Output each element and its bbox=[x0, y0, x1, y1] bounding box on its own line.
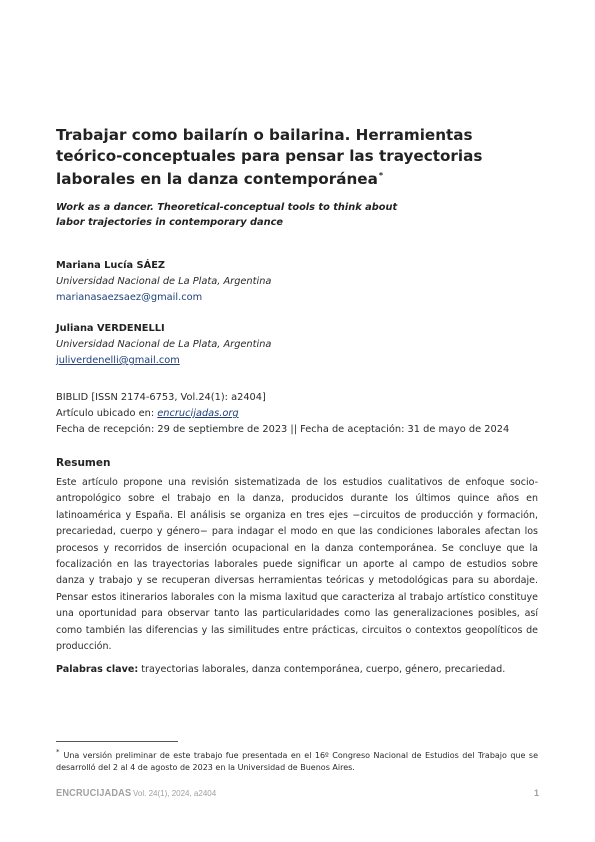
journal-volume: Vol. 24(1), 2024, a2404 bbox=[133, 789, 217, 798]
journal-brand: ENCRUCIJADAS bbox=[56, 788, 132, 799]
english-title bbox=[56, 201, 456, 230]
author-affiliation: Universidad Nacional de La Plata, Argentina bbox=[56, 276, 272, 287]
author-affiliation: Universidad Nacional de La Plata, Argentina bbox=[56, 339, 272, 350]
footnote-mark: * bbox=[56, 748, 60, 756]
author-email-link[interactable]: juliverdenelli@gmail.com bbox=[56, 355, 180, 366]
biblid-dates: Fecha de recepción: 29 de septiembre de 2023 || Fecha de aceptación: 31 de mayo de 2024 bbox=[56, 424, 510, 435]
keywords-label: Palabras clave: bbox=[56, 664, 139, 675]
keywords-list: trayectorias laborales, danza contemporánea, cuerpo, género, precariedad. bbox=[138, 664, 506, 675]
footnote-text: Una versión preliminar de este trabajo fue presentada en el 16º Congreso Nacional de Estudios del Trabajo que se desarrolló del 2 al 4 de agosto de 2023 en la Universidad de Buenos Aires. bbox=[56, 751, 538, 772]
article-title bbox=[56, 125, 496, 190]
keywords bbox=[56, 662, 538, 678]
abstract-text: Este artículo propone una revisión sistematizada de los estudios cualitativos de enfoque socio-antropológico sobre el trabajo en la danza, producidos durante los últimos quince años en latinoamérica y España. El análisis se organiza en tres ejes −circuitos de producción y formación, precariedad, cuerpo y género− para indagar el modo en que las condiciones laborales afectan los procesos y recorridos de inserción ocupacional en la danza contemporánea. Se concluye que la focalización en las trayectorias laborales puede significar un aporte al campo de estudios sobre danza y trabajo y se recuperan diversas herramientas teóricas y metodológicas para su abordaje. Pensar estos itinerarios laborales con la misma laxitud que caracteriza al trabajo artístico constituye una oportunidad para observar tanto las particularidades como las generalizaciones posibles, así como también las diferencias y las similitudes entre prácticas, circuitos o contextos geopolíticos de producción. bbox=[56, 477, 538, 653]
english-title-line-1: Work as a dancer. Theoretical-conceptual tools to think about bbox=[56, 202, 398, 213]
author-name: Juliana VERDENELLI bbox=[56, 323, 165, 334]
page-number: 1 bbox=[533, 788, 539, 798]
author-block-2 bbox=[56, 321, 271, 369]
author-email-link[interactable]: marianasaezsaez@gmail.com bbox=[56, 292, 203, 303]
biblid-location bbox=[56, 406, 509, 422]
author-name: Mariana Lucía SÁEZ bbox=[56, 260, 165, 271]
article-title-text: Trabajar como bailarín o bailarina. Herramientas teórico-conceptuales para pensar las trayectorias laborales en la danza contemporánea bbox=[56, 126, 483, 188]
biblid-location-prefix: Artículo ubicado en: bbox=[56, 408, 158, 419]
footnote bbox=[56, 746, 538, 774]
author-block-1 bbox=[56, 258, 271, 306]
biblid-block bbox=[56, 390, 509, 438]
english-title-line-2: labor trajectories in contemporary dance bbox=[56, 216, 284, 228]
footnote-separator bbox=[56, 741, 178, 742]
title-footnote-mark[interactable]: * bbox=[378, 171, 384, 180]
abstract-heading: Resumen bbox=[56, 457, 111, 469]
biblid-issn: BIBLID [ISSN 2174-6753, Vol.24(1): a2404] bbox=[56, 392, 266, 403]
journal-site-link[interactable]: encrucijadas.org bbox=[157, 408, 239, 419]
